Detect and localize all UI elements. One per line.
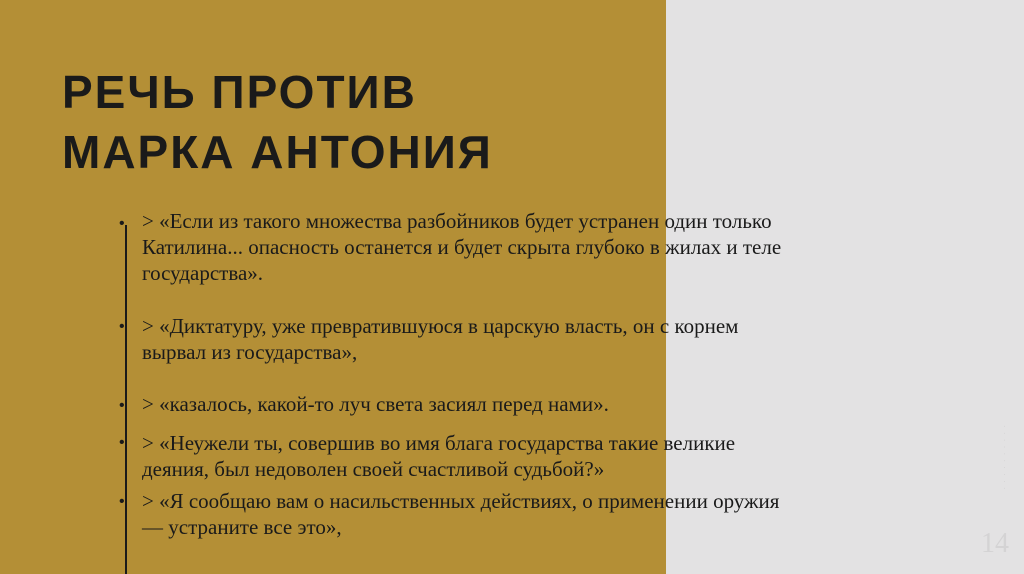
title-line-2: МАРКА АНТОНИЯ [62, 126, 493, 178]
quote-item-3 [142, 391, 609, 417]
quote-line: > «Я сообщаю вам о насильственных действиях, о применении оружия [142, 489, 780, 513]
quote-line: Катилина... опасность останется и будет скрыта глубоко в жилах и теле [142, 235, 782, 259]
bullet-icon: • [119, 318, 125, 335]
slide-number: 14 [981, 528, 1009, 559]
bullet-icon: • [119, 397, 125, 414]
title-line-1: РЕЧЬ ПРОТИВ [62, 66, 417, 118]
slide-title [62, 62, 662, 182]
quote-line: вырвал из государства», [142, 340, 358, 364]
timeline-line [125, 225, 127, 574]
bullet-icon: • [119, 215, 125, 232]
quote-line: государства». [142, 261, 264, 285]
quote-item-1 [142, 208, 781, 286]
quote-line: > «Диктатуру, уже превратившуюся в царскую власть, он с корнем [142, 314, 739, 338]
quote-line: > «Неужели ты, совершив во имя блага государства такие великие [142, 431, 736, 455]
quote-item-2 [142, 313, 738, 365]
bullet-icon: • [119, 493, 125, 510]
vertical-watermark: · · · · · · · · · · [1000, 424, 1009, 490]
quote-item-4 [142, 430, 735, 482]
quote-line: > «Если из такого множества разбойников будет устранен один только [142, 209, 772, 233]
quote-line: > «казалось, какой-то луч света засиял перед нами». [142, 392, 609, 416]
bullet-icon: • [119, 434, 125, 451]
quote-item-5 [142, 488, 779, 540]
quote-line: деяния, был недоволен своей счастливой судьбой?» [142, 457, 605, 481]
quote-line: — устраните все это», [142, 515, 342, 539]
